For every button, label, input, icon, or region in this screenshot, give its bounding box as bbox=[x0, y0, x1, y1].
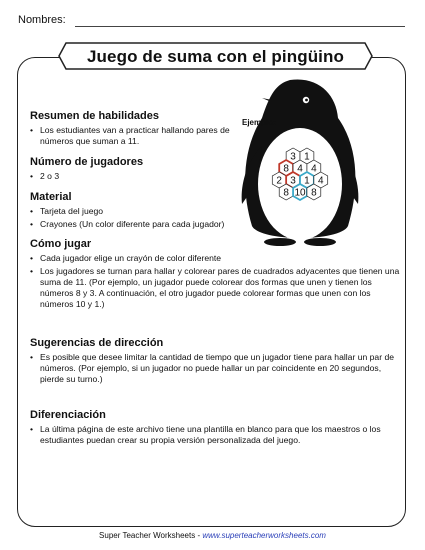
hex-number: 2 bbox=[276, 175, 282, 187]
hex-number: 10 bbox=[294, 187, 306, 199]
title-banner bbox=[58, 42, 373, 70]
bullet-list bbox=[30, 125, 235, 147]
section-heading: Diferenciación bbox=[30, 409, 106, 421]
section-heading: Sugerencias de dirección bbox=[30, 337, 164, 349]
hex-number: 3 bbox=[290, 175, 296, 187]
bullet-item: • Los estudiantes van a practicar hallando pares de números que suman a 11. bbox=[30, 125, 235, 147]
hex-number: 3 bbox=[290, 151, 296, 163]
section-1 bbox=[30, 156, 235, 184]
names-line bbox=[75, 26, 405, 27]
section-heading: Número de jugadores bbox=[30, 156, 144, 168]
page-title: Juego de suma con el pingüino bbox=[87, 47, 344, 66]
footer bbox=[0, 531, 425, 540]
bullet-list bbox=[30, 171, 235, 182]
bullet-list bbox=[30, 424, 400, 446]
section-heading: Cómo jugar bbox=[30, 238, 92, 250]
section-5 bbox=[30, 409, 400, 448]
bullet-list bbox=[30, 352, 400, 385]
footer-brand: Super Teacher Worksheets - bbox=[99, 531, 203, 540]
bullet-item: • La última página de este archivo tiene una plantilla en blanco para que los maestros o los estudiantes puedan crear su propia versión personalizada del juego. bbox=[30, 424, 400, 446]
names-label: Nombres: bbox=[18, 14, 66, 26]
bullet-item: • Crayones (Un color diferente para cada jugador) bbox=[30, 219, 235, 230]
bullet-item: • 2 o 3 bbox=[30, 171, 235, 182]
bullet-item: • Tarjeta del juego bbox=[30, 206, 235, 217]
bullet-item: • Los jugadores se turnan para hallar y colorear pares de cuadrados adyacentes que tienen una suma de 11. (Por ejemplo, un jugador puede colorear dos formas que unen y tienen los números 8 y 3. A continuación, el otro jugador puede colorear formas que unen con los números 10 y 1.) bbox=[30, 266, 400, 310]
hex-number: 4 bbox=[297, 163, 303, 175]
bullet-list bbox=[30, 206, 235, 230]
hex-number: 8 bbox=[283, 163, 289, 175]
section-4 bbox=[30, 337, 400, 387]
section-heading: Material bbox=[30, 191, 72, 203]
footer-link[interactable]: www.superteacherworksheets.com bbox=[202, 531, 326, 540]
hex-number: 1 bbox=[304, 175, 310, 187]
hex-number: 1 bbox=[304, 151, 310, 163]
bullet-list bbox=[30, 253, 400, 310]
penguin-illustration bbox=[240, 76, 360, 246]
section-heading: Resumen de habilidades bbox=[30, 110, 159, 122]
hex-number: 8 bbox=[283, 187, 289, 199]
hex-number: 4 bbox=[318, 175, 324, 187]
example-label: Ejemplo: bbox=[242, 118, 276, 127]
hex-number: 4 bbox=[311, 163, 317, 175]
hex-number: 8 bbox=[311, 187, 317, 199]
bullet-item: • Cada jugador elige un crayón de color diferente bbox=[30, 253, 400, 264]
bullet-item: • Es posible que desee limitar la cantidad de tiempo que un jugador tiene para hallar un par de números. (Por ejemplo, si un jugador no puede hallar un par coincidente en 20 segundos, pierde su turno.) bbox=[30, 352, 400, 385]
section-0 bbox=[30, 110, 235, 149]
section-3 bbox=[30, 238, 400, 312]
section-2 bbox=[30, 191, 235, 232]
